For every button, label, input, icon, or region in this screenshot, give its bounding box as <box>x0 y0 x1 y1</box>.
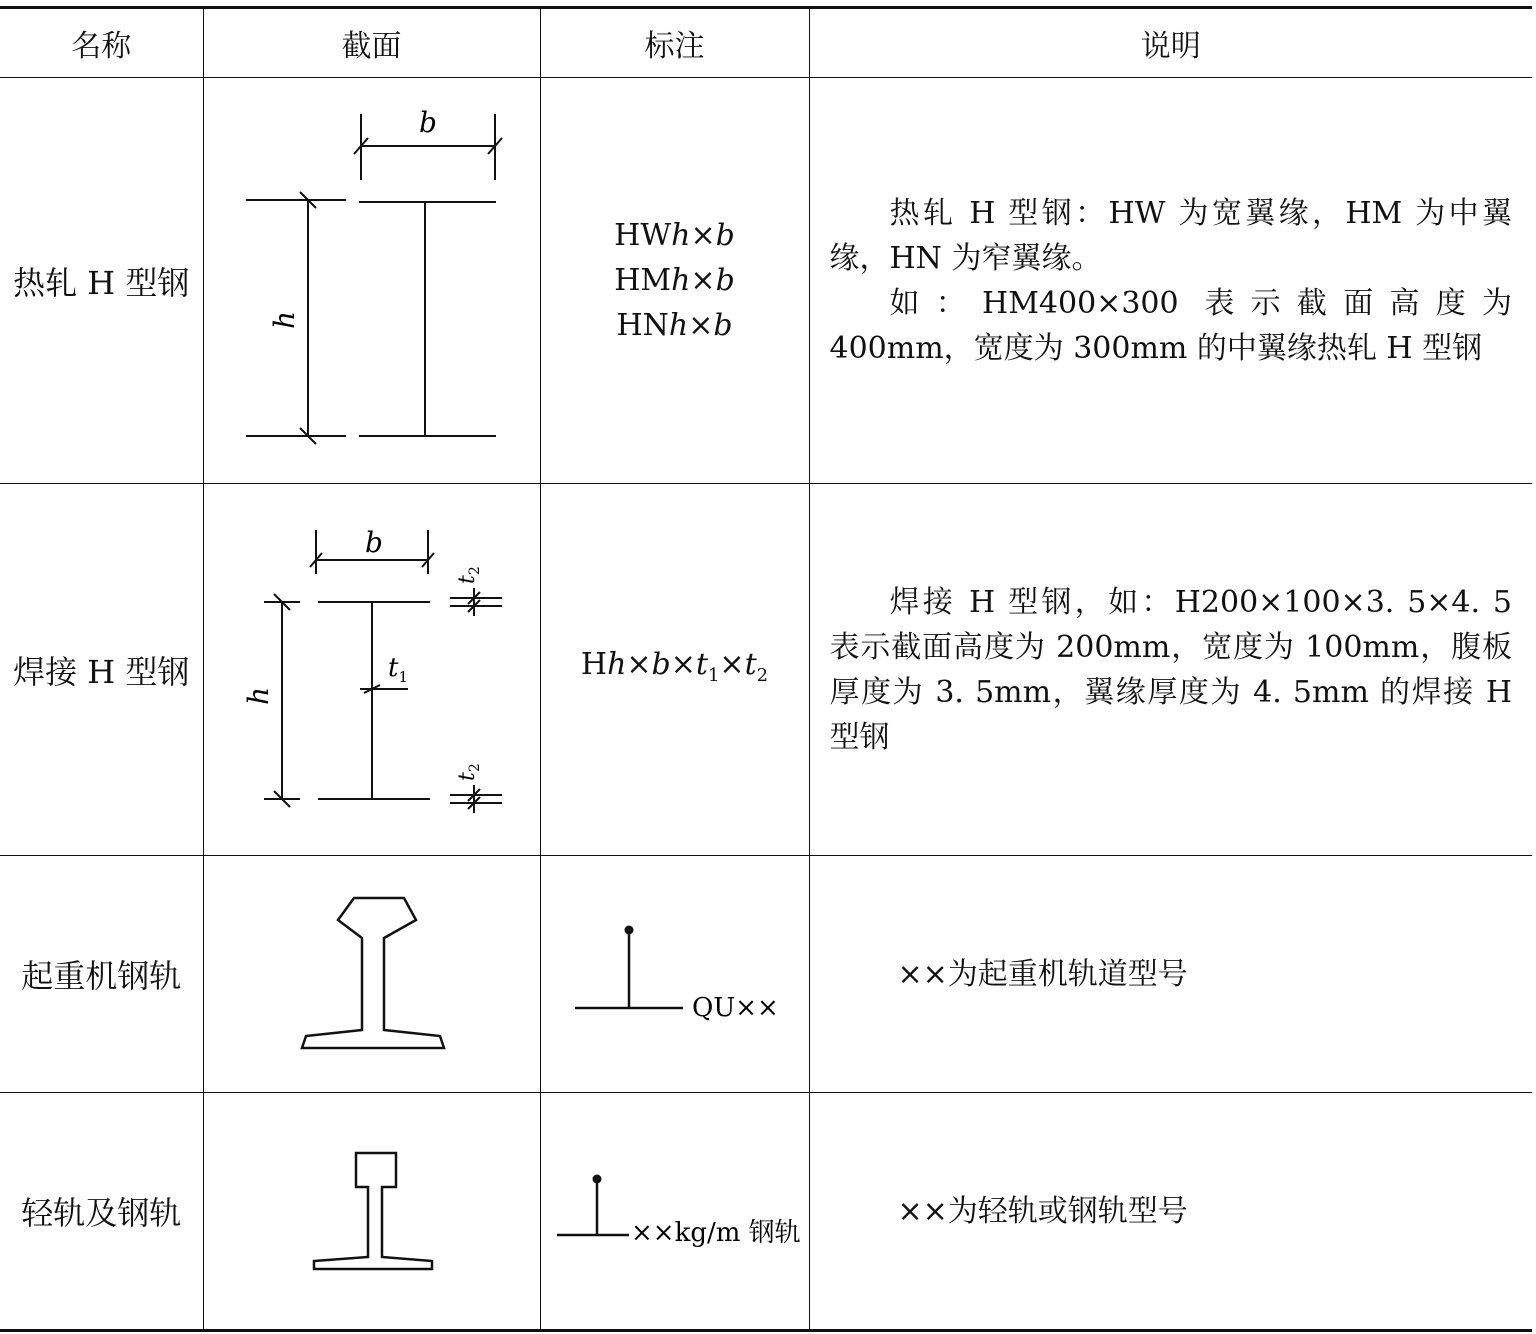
header-section: 截面 <box>203 8 540 78</box>
row-name: 热轧 H 型钢 <box>0 78 203 484</box>
row-name: 起重机钢轨 <box>0 856 203 1093</box>
description-paragraph: 焊接 H 型钢，如：H200×100×3. 5×4. 5 表示截面高度为 200mm，宽度为 100mm，腹板厚度为 3. 5mm，翼缘厚度为 4. 5mm 的焊接 H 型钢 <box>829 584 1512 755</box>
dim-height-label: h <box>267 310 301 330</box>
light-rail-symbol-icon <box>541 1093 810 1329</box>
table-row-hot-rolled-h <box>0 78 1532 484</box>
top-flange-thickness-label: $t_2$ <box>454 566 483 584</box>
mark-welded <box>540 484 809 856</box>
section-diagram-hot-rolled <box>203 78 540 484</box>
bottom-flange-thickness-label: $t_2$ <box>454 763 483 781</box>
mark-hot-rolled <box>540 78 809 484</box>
hot-rolled-h-section-icon <box>204 78 541 483</box>
mark-line-hm: HMh×b <box>614 263 735 298</box>
description-hot-rolled <box>809 78 1532 484</box>
section-diagram-crane-rail <box>203 856 540 1093</box>
header-name: 名称 <box>0 8 203 78</box>
dim-width-label: b <box>418 106 437 139</box>
table-row-crane-rail <box>0 856 1532 1093</box>
mark-line-welded: $Hh\times b\times t_1\times t_2$ <box>580 646 769 686</box>
section-diagram-light-rail <box>203 1093 540 1331</box>
table-header-row <box>0 8 1532 78</box>
row-name: 轻轨及钢轨 <box>0 1093 203 1331</box>
welded-h-section-icon <box>204 484 541 855</box>
description-welded <box>809 484 1532 856</box>
light-rail-section-icon <box>204 1093 541 1329</box>
mark-line-hn: HNh×b <box>616 308 733 343</box>
header-mark: 标注 <box>540 8 809 78</box>
header-description: 说明 <box>809 8 1532 78</box>
description-paragraph: 热轧 H 型钢：HW 为宽翼缘，HM 为中翼缘，HN 为窄翼缘。 <box>829 195 1512 276</box>
symbol-dot <box>592 1175 601 1184</box>
description-crane-rail: ××为起重机轨道型号 <box>809 856 1532 1093</box>
crane-rail-symbol-icon <box>541 856 810 1092</box>
section-diagram-welded <box>203 484 540 856</box>
row-name: 焊接 H 型钢 <box>0 484 203 856</box>
light-rail-mark-label: ××kg/m 钢轨 <box>630 1218 801 1248</box>
description-paragraph: 如：HM400×300 表示截面高度为 400mm，宽度为 300mm 的中翼缘热轧 H 型钢 <box>829 285 1512 366</box>
mark-light-rail <box>540 1093 809 1331</box>
mark-line-hw: HWh×b <box>614 218 735 253</box>
dim-width-label: b <box>364 526 383 559</box>
crane-rail-mark-label: QU×× <box>691 993 779 1023</box>
web-thickness-label: $t_1$ <box>387 653 408 686</box>
steel-section-table <box>0 6 1532 1332</box>
crane-rail-section-icon <box>204 856 541 1092</box>
description-light-rail: ××为轻轨或钢轨型号 <box>809 1093 1532 1331</box>
dim-height-label: h <box>241 686 275 706</box>
symbol-dot <box>624 926 633 935</box>
mark-crane-rail <box>540 856 809 1093</box>
table-row-light-rail <box>0 1093 1532 1331</box>
table-row-welded-h <box>0 484 1532 856</box>
